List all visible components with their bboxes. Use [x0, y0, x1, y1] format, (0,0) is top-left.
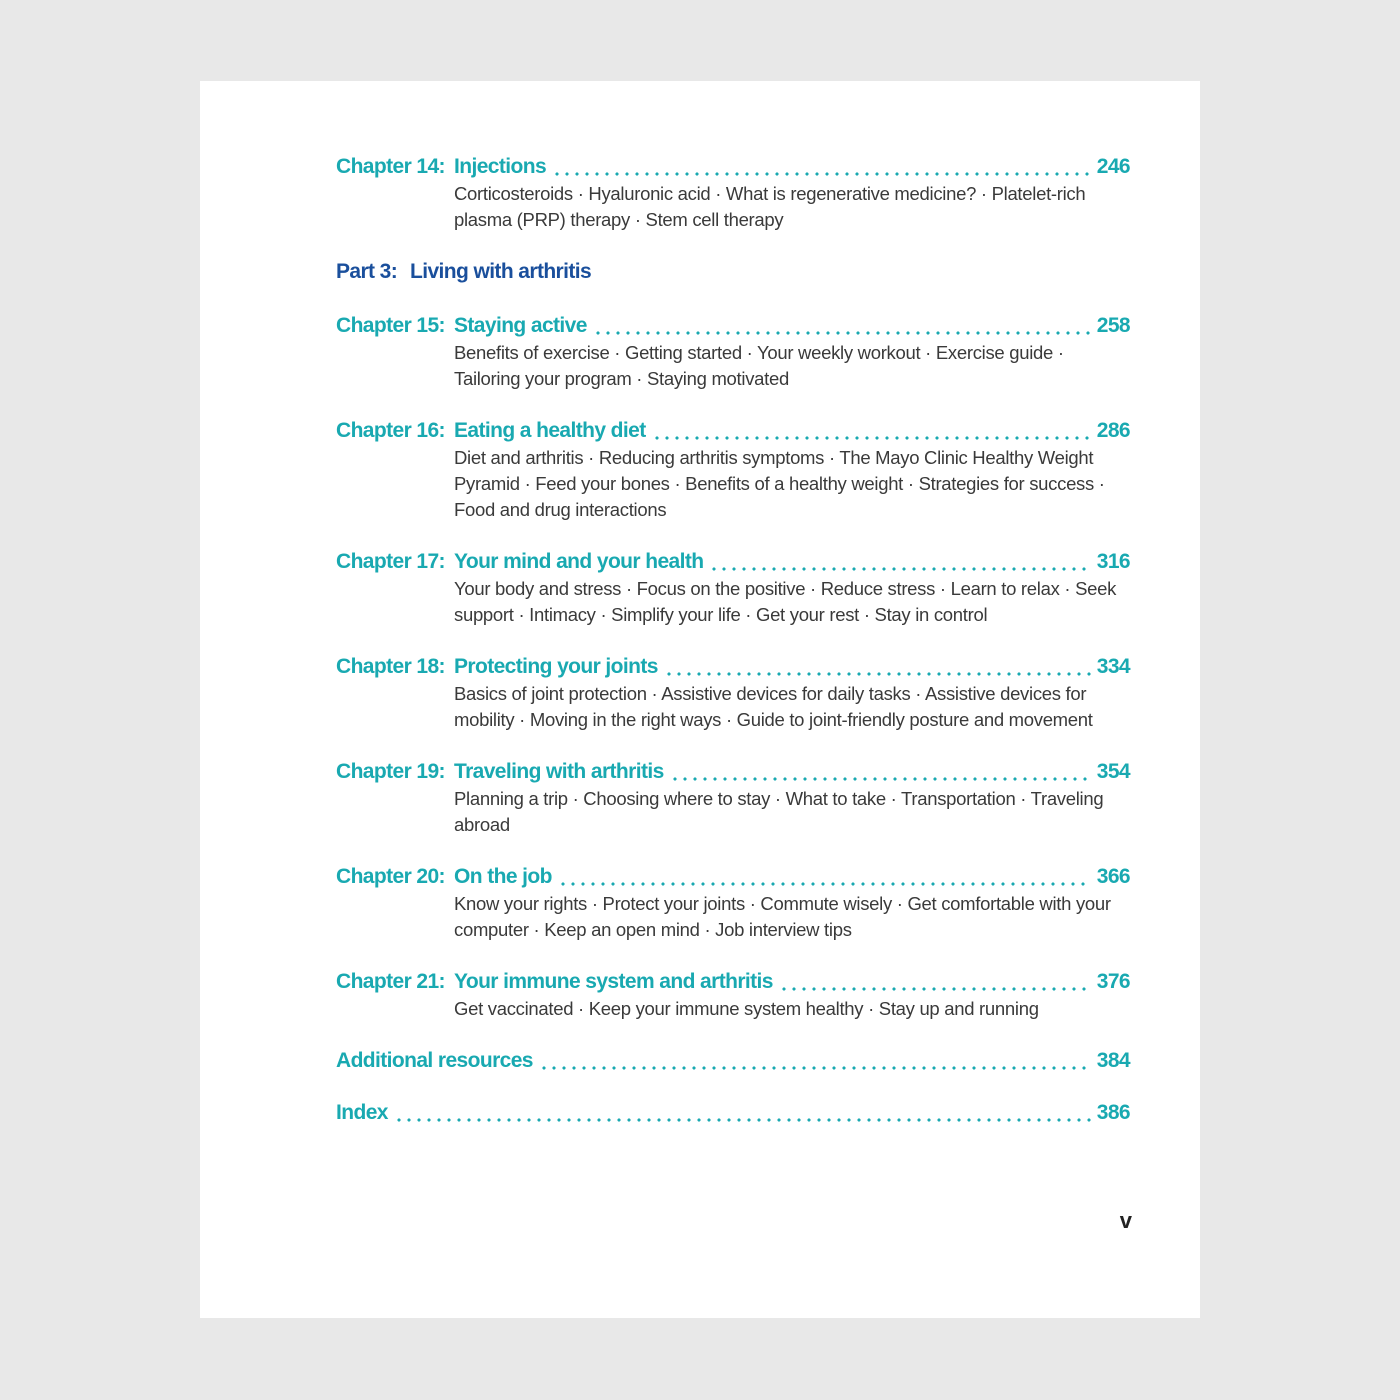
page-ref: 286 [1096, 419, 1130, 442]
chapter-title[interactable]: Staying active [454, 314, 587, 337]
toc-entry-chapter-18 [336, 653, 1130, 733]
dot-leader [539, 1047, 1091, 1075]
chapter-title[interactable]: Eating a healthy diet [454, 419, 646, 442]
toc-page [200, 81, 1200, 1318]
chapter-topics: Diet and arthritis · Reducing arthritis symptoms · The Mayo Clinic Healthy Weight Pyramid · Feed your bones · Benefits of a healthy weight · Strategies for success · Food and drug interactions [454, 447, 1105, 520]
toc-entry-additional-resources [336, 1047, 1130, 1075]
page-ref: 334 [1096, 655, 1130, 678]
dot-leader [558, 863, 1091, 891]
dot-leader [652, 417, 1091, 445]
page-ref: 384 [1096, 1049, 1130, 1072]
chapter-topics: Benefits of exercise · Getting started · Your weekly workout · Exercise guide · Tailoring your program · Staying motivated [454, 342, 1064, 389]
toc-entry-chapter-17 [336, 548, 1130, 628]
entry-title[interactable]: Additional resources [336, 1049, 533, 1072]
page-ref: 386 [1096, 1101, 1130, 1124]
dot-leader [709, 548, 1090, 576]
dot-leader [670, 758, 1091, 786]
dot-leader [552, 153, 1091, 181]
toc-entry-chapter-16 [336, 417, 1130, 523]
chapter-label: Chapter 14: [336, 155, 445, 178]
toc-entry-chapter-21 [336, 968, 1130, 1022]
chapter-label: Chapter 21: [336, 970, 445, 993]
chapter-label: Chapter 20: [336, 865, 445, 888]
chapter-topics: Know your rights · Protect your joints · Commute wisely · Get comfortable with your computer · Keep an open mind · Job interview tips [454, 893, 1111, 940]
page-ref: 246 [1096, 155, 1130, 178]
page-number: v [1119, 1208, 1132, 1233]
page-ref: 366 [1096, 865, 1130, 888]
chapter-title[interactable]: Injections [454, 155, 547, 178]
toc-entry-chapter-14 [336, 153, 1130, 233]
toc-entry-chapter-20 [336, 863, 1130, 943]
chapter-topics: Your body and stress · Focus on the positive · Reduce stress · Learn to relax · Seek support · Intimacy · Simplify your life · Get your rest · Stay in control [454, 578, 1117, 625]
chapter-label: Chapter 19: [336, 760, 445, 783]
page-ref: 354 [1096, 760, 1130, 783]
page-ref: 258 [1096, 314, 1130, 337]
toc-entry-index [336, 1099, 1130, 1127]
chapter-label: Chapter 17: [336, 550, 445, 573]
chapter-topics: Basics of joint protection · Assistive devices for daily tasks · Assistive devices for mobility · Moving in the right ways · Guide to joint-friendly posture and movement [454, 683, 1093, 730]
chapter-title[interactable]: Protecting your joints [454, 655, 658, 678]
dot-leader [593, 312, 1091, 340]
table-of-contents [336, 153, 1130, 1151]
dot-leader [394, 1099, 1091, 1127]
chapter-title[interactable]: Your immune system and arthritis [454, 970, 773, 993]
part-label: Part 3: [336, 260, 398, 283]
dot-leader [664, 653, 1091, 681]
toc-entry-chapter-19 [336, 758, 1130, 838]
chapter-label: Chapter 18: [336, 655, 445, 678]
chapter-title[interactable]: Your mind and your health [454, 550, 704, 573]
chapter-topics: Corticosteroids · Hyaluronic acid · What is regenerative medicine? · Platelet-rich plasma (PRP) therapy · Stem cell therapy [454, 183, 1086, 230]
toc-entry-chapter-15 [336, 312, 1130, 392]
dot-leader [779, 968, 1091, 996]
chapter-label: Chapter 15: [336, 314, 445, 337]
part-heading [336, 258, 1130, 286]
chapter-topics: Get vaccinated · Keep your immune system healthy · Stay up and running [454, 998, 1039, 1019]
chapter-topics: Planning a trip · Choosing where to stay · What to take · Transportation · Traveling abroad [454, 788, 1104, 835]
chapter-label: Chapter 16: [336, 419, 445, 442]
page-ref: 316 [1096, 550, 1130, 573]
entry-title[interactable]: Index [336, 1101, 388, 1124]
chapter-title[interactable]: Traveling with arthritis [454, 760, 664, 783]
chapter-title[interactable]: On the job [454, 865, 552, 888]
part-title: Living with arthritis [410, 260, 592, 283]
page-ref: 376 [1096, 970, 1130, 993]
